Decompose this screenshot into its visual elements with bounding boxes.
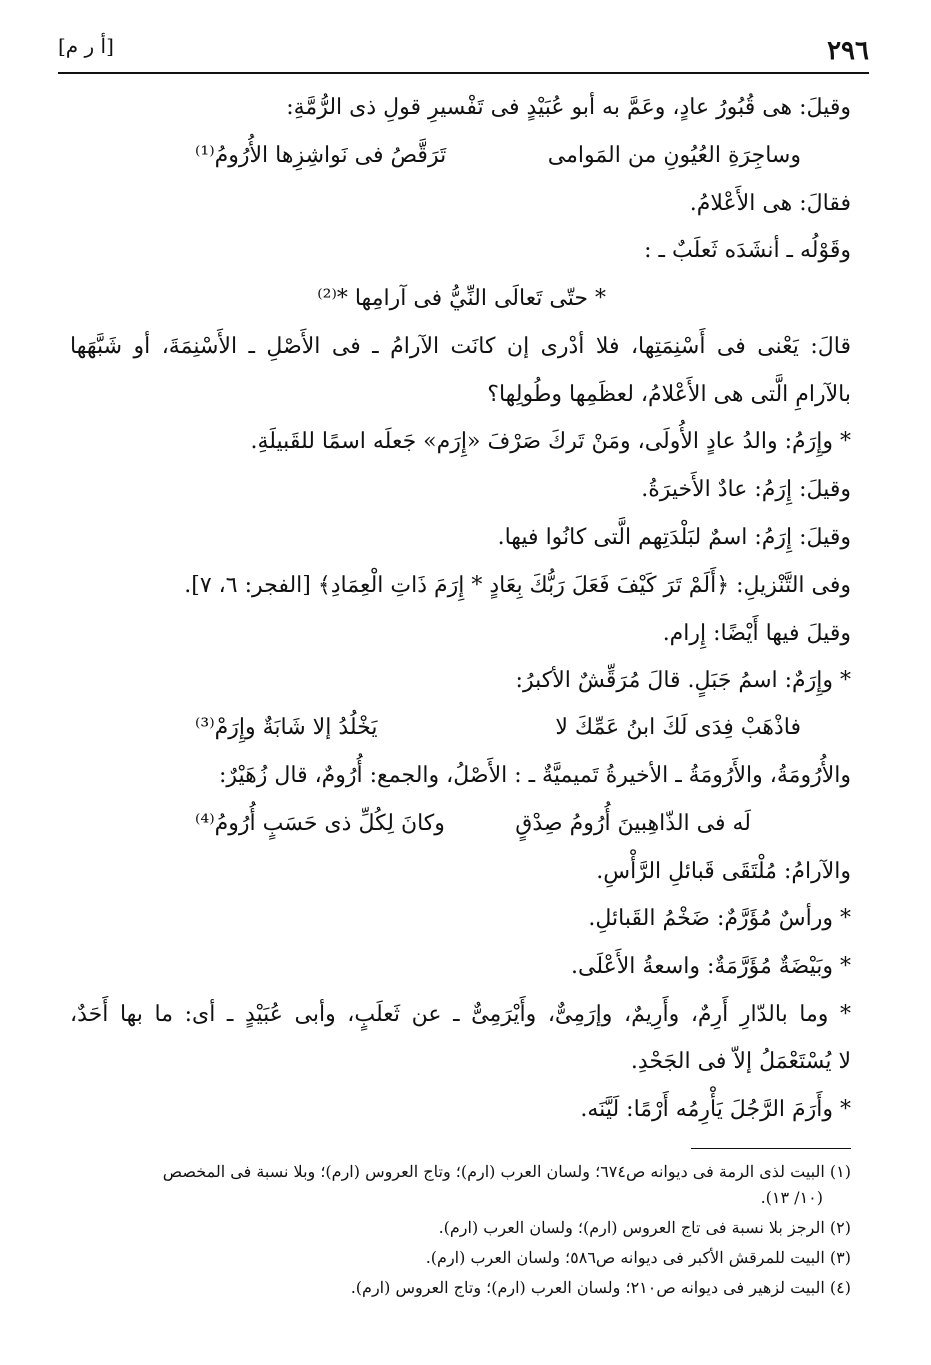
entry-line: * وبَيْضَةٌ مُؤَرَّمَةٌ: واسعةُ الأَعْلَى.	[571, 954, 851, 979]
footnote-divider	[691, 1148, 851, 1149]
footnote: (٤) البيت لزهير فى ديوانه ص٢١٠؛ ولسان العرب (ارم)؛ وتاج العروس (ارم).	[350, 1278, 851, 1297]
text-line: وقَوْلُه ـ أنشَدَه ثَعلَبٌ ـ :	[644, 238, 851, 263]
entry-line: * ورأسٌ مُؤَرَّمٌ: ضَخْمُ القَبائلِ.	[588, 906, 851, 931]
entry-line: * وما بالدّارِ أَرِمٌ، وأَرِيمٌ، وإرَمِىٌّ، وأَيْرَمِىٌّ ـ عن ثَعلَبٍ، وأبى عُبَيْدٍ ـ أى: ما بها أَحَدٌ،	[70, 1002, 851, 1027]
verse-hemistich-right: فاذْهَبْ فِدَى لَكَ ابنُ عَمِّكَ لا	[555, 715, 801, 740]
entry-line: * وأَرَمَ الرَّجُلَ يَأْرِمُه أَرْمًا: لَيَّنَه.	[580, 1097, 851, 1122]
footnote: (٣) البيت للمرقش الأكبر فى ديوانه ص٥٨٦؛ ولسان العرب (ارم).	[425, 1248, 851, 1267]
text-line: لا يُسْتَعْمَلُ إلاّ فى الجَحْدِ.	[630, 1049, 851, 1074]
verse-hemistich-left: وكانَ لِكُلِّ ذى حَسَبٍ أُرُومُ⁽⁴⁾	[195, 811, 445, 836]
page-number: ٢٩٦	[827, 36, 869, 66]
entry-line: * وإِرَمٌ: اسمُ جَبَلٍ. قالَ مُرَقِّشٌ الأكبرُ:	[515, 668, 851, 693]
text-line: وقيلَ: إِرَمُ: اسمٌ لبَلْدَتِهم الَّتى كانُوا فيها.	[497, 525, 851, 550]
text-line: قالَ: يَعْنى فى أَسْنِمَتِها، فلا أدْرى إن كانَت الآرامُ ـ فى الأَصْلِ ـ الأَسْنِمَةَ، أو شَبَّهَها	[70, 334, 851, 359]
root-header: [أ ر م]	[58, 34, 114, 58]
footnote: (١) البيت لذى الرمة فى ديوانه ص٦٧٤؛ ولسان العرب (ارم)؛ وتاج العروس (ارم)؛ وبلا نسبة فى المخصص	[162, 1162, 851, 1181]
entry-line: * وإِرَمُ: والدُ عادٍ الأُولَى، ومَنْ تَركَ صَرْفَ «إِرَم» جَعلَه اسمًا للقَبيلَةِ.	[250, 429, 851, 454]
text-line: والأُرُومَةُ، والأَرُومَةُ ـ الأخيرةُ تَميميَّةٌ ـ : الأَصْلُ، والجمع: أُرُومٌ، قال زُهَيْرٌ:	[218, 763, 851, 788]
quran-citation-line: وفى التَّنْزيلِ: ﴿أَلَمْ تَرَ كَيْفَ فَعَلَ رَبُّكَ بِعَادٍ * إِرَمَ ذَاتِ الْعِمَادِ﴾ [الفجر: ٦، ٧].	[184, 573, 851, 598]
verse-hemistich-left: تَرَقَّصُ فى نَواشِزِها الأُرُومُ⁽¹⁾	[195, 143, 447, 168]
verse-line: * حتّى تَعالَى النِّيُّ فى آرامِها *⁽²⁾	[317, 286, 606, 311]
text-line: والآرامُ: مُلْتَقَى قَبائلِ الرَّأْسِ.	[596, 859, 851, 884]
footnote: (٢) الرجز بلا نسبة فى تاج العروس (ارم)؛ ولسان العرب (ارم).	[438, 1218, 851, 1237]
verse-hemistich-left: يَخْلُدُ إلا شَابَةٌ وإِرَمْ⁽³⁾	[195, 715, 378, 740]
header-divider	[58, 72, 869, 74]
verse-hemistich-right: لَه فى الذّاهِبينَ أُرُومُ صِدْقٍ	[515, 811, 751, 836]
text-line: وقيلَ: هى قُبُورُ عادٍ، وعَمَّ به أبو عُبَيْدٍ فى تَفْسيرِ قولِ ذى الرُّمَّةِ:	[286, 95, 851, 120]
footnote-continuation: (١٠/ ١٣).	[760, 1188, 823, 1207]
text-line: وقيلَ فيها أَيْضًا: إِرام.	[662, 621, 851, 646]
text-line: فقالَ: هى الأَعْلامُ.	[689, 191, 851, 216]
verse-hemistich-right: وساجِرَةِ العُيُونِ من المَوامى	[547, 143, 801, 168]
text-line: وقيلَ: إِرَمُ: عادٌ الأَخيرَةُ.	[641, 477, 851, 502]
text-line: بالآرامِ الَّتى هى الأَعْلامُ، لعظَمِها وطُولِها؟	[487, 382, 851, 407]
